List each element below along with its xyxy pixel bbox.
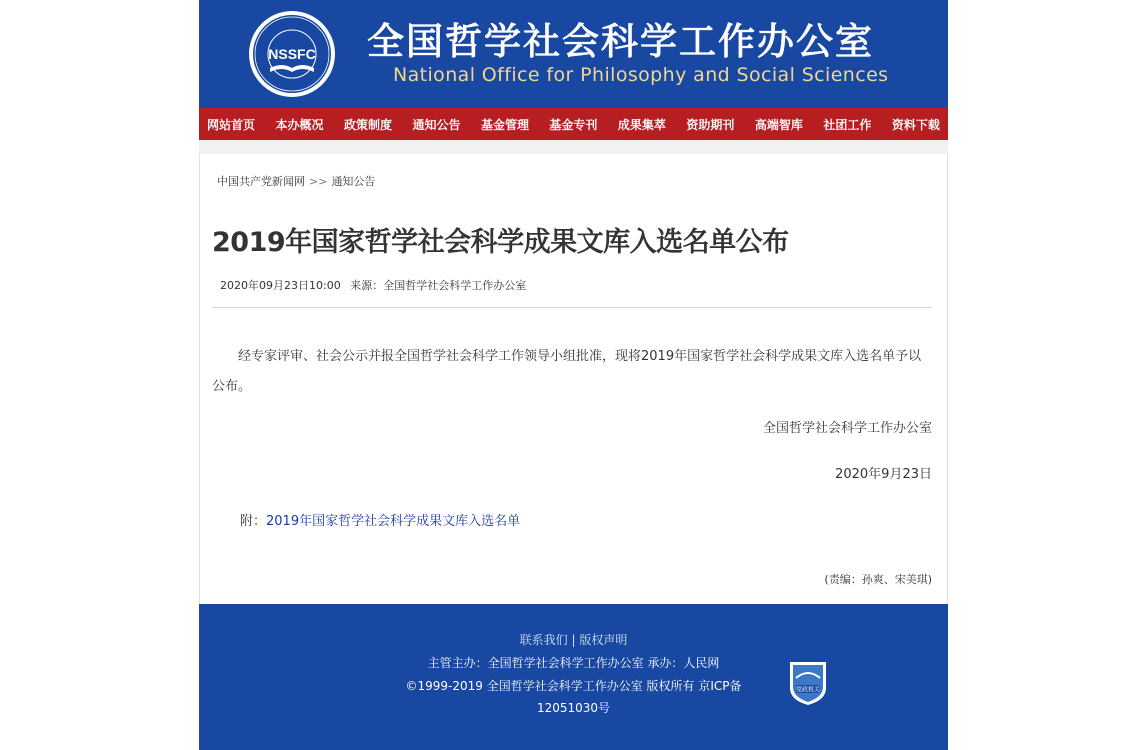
footer-copyright: ©1999-2019 全国哲学社会科学工作办公室 版权所有 京ICP备 <box>405 679 742 693</box>
article-date: 2020年9月23日 <box>835 467 932 482</box>
attachment-label: 附： <box>240 514 267 529</box>
nav-item-achievements[interactable]: 成果集萃 <box>617 118 666 132</box>
footer-icp: 12051030号 <box>536 701 611 715</box>
svg-text:党政机关: 党政机关 <box>795 686 821 694</box>
article-source: 全国哲学社会科学工作办公室 <box>383 279 527 292</box>
copyright-link[interactable]: 版权声明 <box>579 633 628 647</box>
breadcrumb-current[interactable]: 通知公告 <box>331 175 376 188</box>
article-title: 2019年国家哲学社会科学成果文库入选名单公布 <box>212 227 789 258</box>
article-panel <box>199 154 948 604</box>
svg-text:NSSFC: NSSFC <box>268 46 316 62</box>
nav-item-think-tanks[interactable]: 高端智库 <box>754 118 803 132</box>
nav-item-journals[interactable]: 资助期刊 <box>686 118 735 132</box>
nssfc-logo[interactable] <box>248 10 336 98</box>
article-signature: 全国哲学社会科学工作办公室 <box>762 421 932 436</box>
contact-link[interactable]: 联系我们 <box>519 633 568 647</box>
article-meta <box>220 277 526 293</box>
site-title-en: National Office for Philosophy and Social Sciences <box>393 64 889 86</box>
nav-item-fund-management[interactable]: 基金管理 <box>480 118 529 132</box>
footer-divider: | <box>571 633 576 647</box>
attachment-link[interactable]: 2019年国家哲学社会科学成果文库入选名单 <box>266 514 521 529</box>
attachment <box>240 510 520 529</box>
article-body: 经专家评审、社会公示并报全国哲学社会科学工作领导小组批准，现将2019年国家哲学社会科学成果文库入选名单予以公布。 <box>212 349 922 394</box>
source-label: 来源： <box>350 279 384 292</box>
gov-badge-icon[interactable] <box>788 658 828 706</box>
divider <box>212 307 932 308</box>
nav-gap <box>199 140 948 154</box>
breadcrumb-separator: >> <box>309 175 328 188</box>
article-datetime: 2020年09月23日10:00 <box>220 279 341 292</box>
nav-item-notices[interactable]: 通知公告 <box>412 118 461 132</box>
site-title-cn: 全国哲学社会科学工作办公室 <box>367 20 874 63</box>
nav-item-fund-special[interactable]: 基金专刊 <box>549 118 598 132</box>
site-banner <box>199 0 948 108</box>
breadcrumb <box>217 173 375 189</box>
nav-item-home[interactable]: 网站首页 <box>207 118 256 132</box>
nav-item-policy[interactable]: 政策制度 <box>343 118 392 132</box>
footer-links <box>199 631 948 648</box>
nav-item-downloads[interactable]: 资料下载 <box>891 118 940 132</box>
breadcrumb-home[interactable]: 中国共产党新闻网 <box>217 175 305 188</box>
footer-sponsor: 主管主办：全国哲学社会科学工作办公室 承办：人民网 <box>427 656 720 670</box>
nav-item-about[interactable]: 本办概况 <box>275 118 324 132</box>
main-nav <box>199 108 948 140</box>
page-container <box>199 0 948 750</box>
article-editor: (责编：孙爽、宋美琪) <box>824 573 932 586</box>
nav-item-societies[interactable]: 社团工作 <box>823 118 872 132</box>
site-footer <box>199 604 948 750</box>
